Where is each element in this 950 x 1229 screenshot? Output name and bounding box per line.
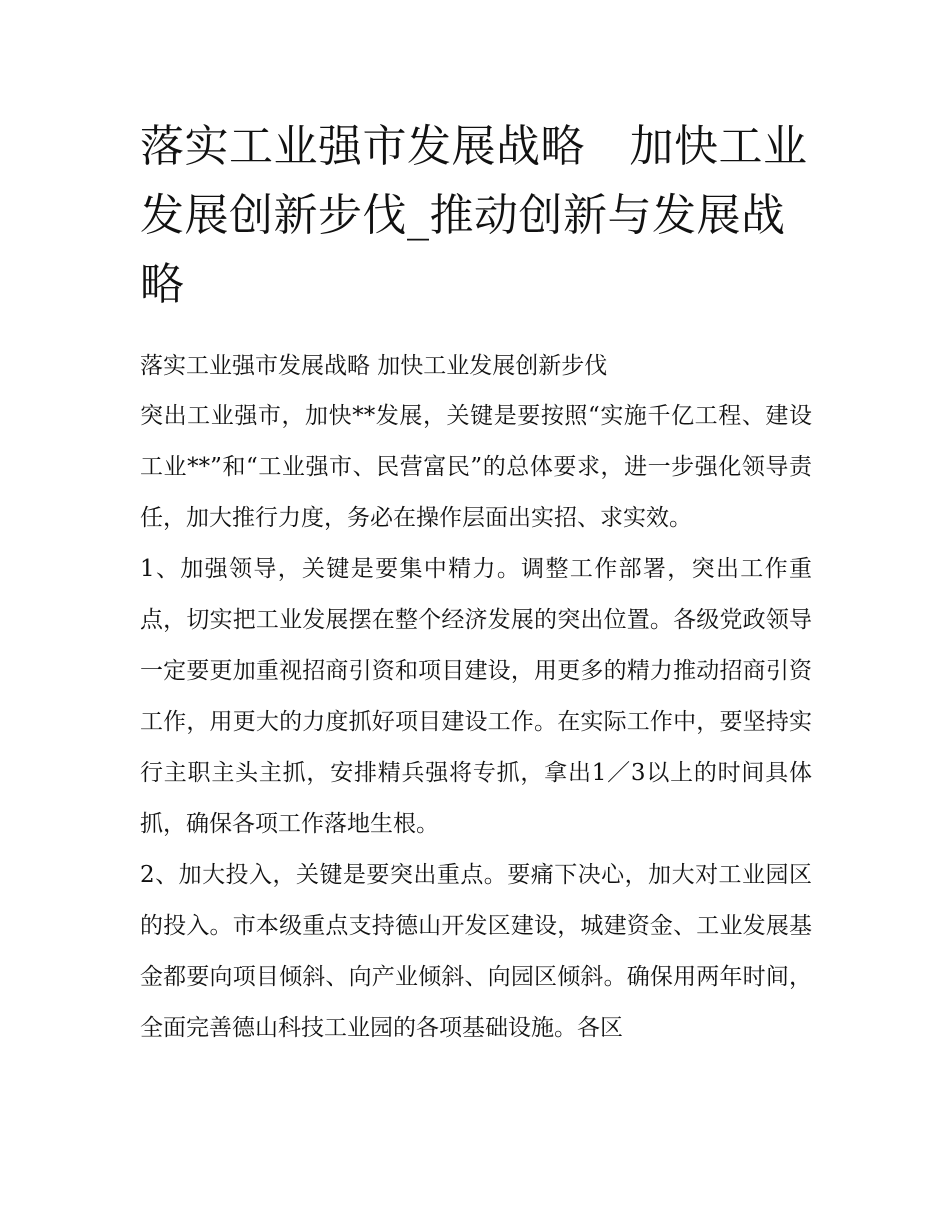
paragraph-increase-investment: 2、加大投入，关键是要突出重点。要痛下决心，加大对工业园区的投入。市本级重点支持德山开发区建设，城建资金、工业发展基金都要向项目倾斜、向产业倾斜、向园区倾斜。确保用两年时间，全面完善德山科技工业园的各项基础设施。各区 (140, 862, 812, 1041)
paragraph-intro: 突出工业强市，加快**发展，关键是要按照“实施千亿工程、建设工业**”和“工业强市、民营富民”的总体要求，进一步强化领导责任，加大推行力度，务必在操作层面出实招、求实效。 (140, 403, 812, 531)
document-title: 落实工业强市发展战略 加快工业发展创新步伐_推动创新与发展战略 (140, 121, 808, 310)
document-subtitle: 落实工业强市发展战略 加快工业发展创新步伐 (140, 353, 608, 379)
document-body (140, 112, 812, 1054)
paragraph-strengthen-leadership: 1、加强领导，关键是要集中精力。调整工作部署，突出工作重点，切实把工业发展摆在整个经济发展的突出位置。各级党政领导一定要更加重视招商引资和项目建设，用更多的精力推动招商引资工作，用更大的力度抓好项目建设工作。在实际工作中，要坚持实行主职主头主抓，安排精兵强将专抓，拿出1／3以上的时间具体抓，确保各项工作落地生根。 (140, 556, 812, 837)
